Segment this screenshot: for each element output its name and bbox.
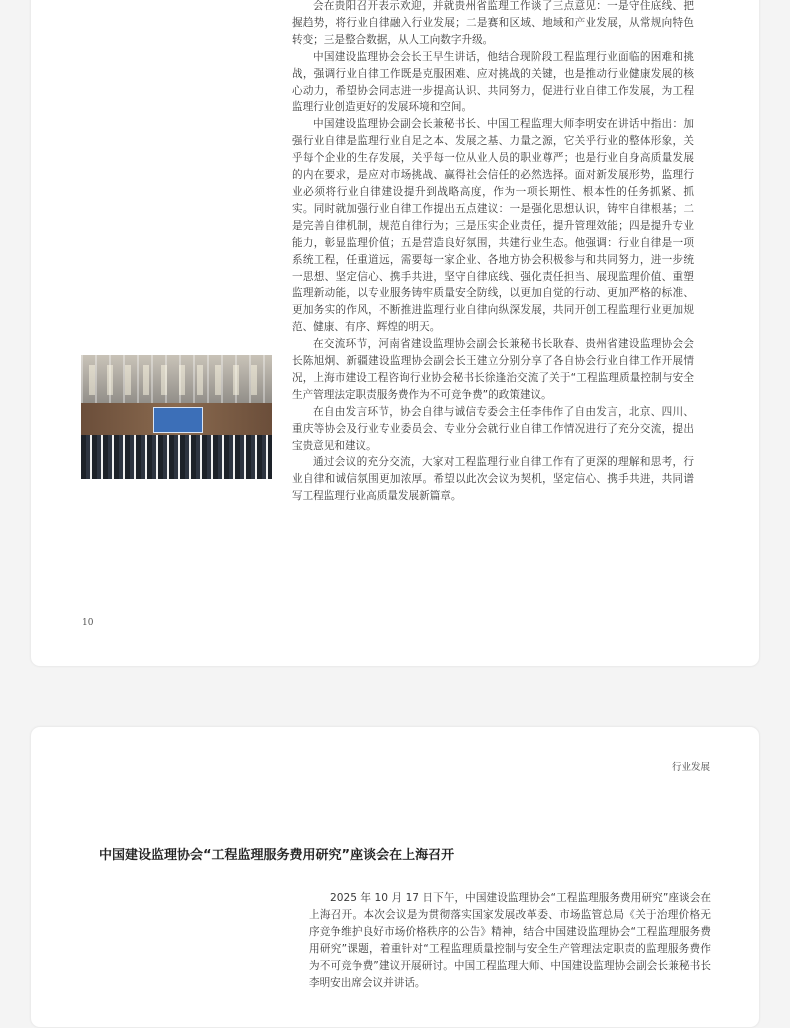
page-number: 10: [82, 618, 94, 628]
paragraph: 在自由发言环节，协会自律与诚信专委会主任李伟作了自由发言，北京、四川、重庆等协会及行业专业委员会、专业分会就行业自律工作情况进行了充分交流，提出宝贵意见和建议。: [292, 405, 694, 452]
paragraph: 会在贵阳召开表示欢迎，并就贵州省监理工作谈了三点意见：一是守住底线、把握趋势，将行业自律融入行业发展；二是赛和区域、地域和产业发展，从常规向特色转变；三是整合数据，从人工向数字升级。: [292, 0, 694, 46]
article-title: 中国建设监理协会“工程监理服务费用研究”座谈会在上海召开: [99, 848, 455, 863]
document-page-2: [30, 726, 760, 1028]
paragraph: 通过会议的充分交流，大家对工程监理行业自律工作有了更深的理解和思考，行业自律和诚信氛围更加浓厚。希望以此次会议为契机，坚定信心、携手共进，共同谱写工程监理行业高质量发展新篇章。: [292, 456, 694, 503]
photo-ceiling-lights: [89, 365, 264, 395]
paragraph: 在交流环节，河南省建设监理协会副会长兼秘书长耿春、贵州省建设监理协会会长陈旭炯、新疆建设监理协会副会长王建立分别分享了各自协会行业自律工作开展情况，上海市建设工程咨询行业协会秘书长徐逢治交流了关于“工程监理质量控制与安全生产管理法定职责服务费作为不可竞争费”的政策建议。: [292, 338, 694, 401]
paragraph: 中国建设监理协会会长王早生讲话，他结合现阶段工程监理行业面临的困难和挑战，强调行业自律工作既是克服困难、应对挑战的关键，也是推动行业健康发展的核心动力，希望协会同志进一步提高认识、共同努力，促进行业自律工作发展，为工程监理行业创造更好的发展环境和空间。: [292, 50, 694, 114]
document-page-1: [30, 0, 760, 667]
photo-conference-tables: [81, 435, 272, 479]
article-body: [309, 890, 711, 991]
meeting-photo: [81, 355, 272, 479]
paragraph: 2025 年 10 月 17 日下午，中国建设监理协会“工程监理服务费用研究”座谈会在上海召开。本次会议是为贯彻落实国家发展改革委、市场监管总局《关于治理价格无序竞争维护良好市场价格秩序的公告》精神，结合中国建设监理协会“工程监理服务费用研究”课题，着重针对“工程监理质量控制与安全生产管理法定职责的监理服务费作为不可竞争费”建议开展研讨。中国工程监理大师、中国建设监理协会副会长兼秘书长李明安出席会议并讲话。: [309, 892, 711, 989]
section-tag: 行业发展: [671, 762, 710, 773]
paragraph: 中国建设监理协会副会长兼秘书长、中国工程监理大师李明安在讲话中指出：加强行业自律是监理行业自足之本、发展之基、力量之源，它关乎行业的整体形象，关乎每个企业的生存发展，关乎每一位从业人员的职业尊严；也是行业自身高质量发展的内在要求，是应对市场挑战、赢得社会信任的必然选择。面对新发展形势，监理行业必须将行业自律建设提升到战略高度，作为一项长期性、根本性的任务抓紧、抓实。同时就加强行业自律工作提出五点建议：一是强化思想认识，铸牢自律根基；二是完善自律机制，规范自律行为；三是压实企业责任，提升管理效能；四是提升专业能力，彰显监理价值；五是营造良好氛围，共建行业生态。他强调：行业自律是一项系统工程，任重道远，需要每一家企业、各地方协会积极参与和共同努力，进一步统一思想、坚定信心、携手共进，坚守自律底线、强化责任担当、展现监理价值、重塑监理新动能，以专业服务铸牢质量安全防线，以更加自觉的行动、更加严格的标准、更加务实的作风，不断推进监理行业自律向纵深发展，共同开创工程监理行业更加规范、健康、有序、辉煌的明天。: [292, 118, 694, 334]
photo-projection-screen: [153, 407, 203, 433]
article-body-continued: [292, 0, 694, 505]
